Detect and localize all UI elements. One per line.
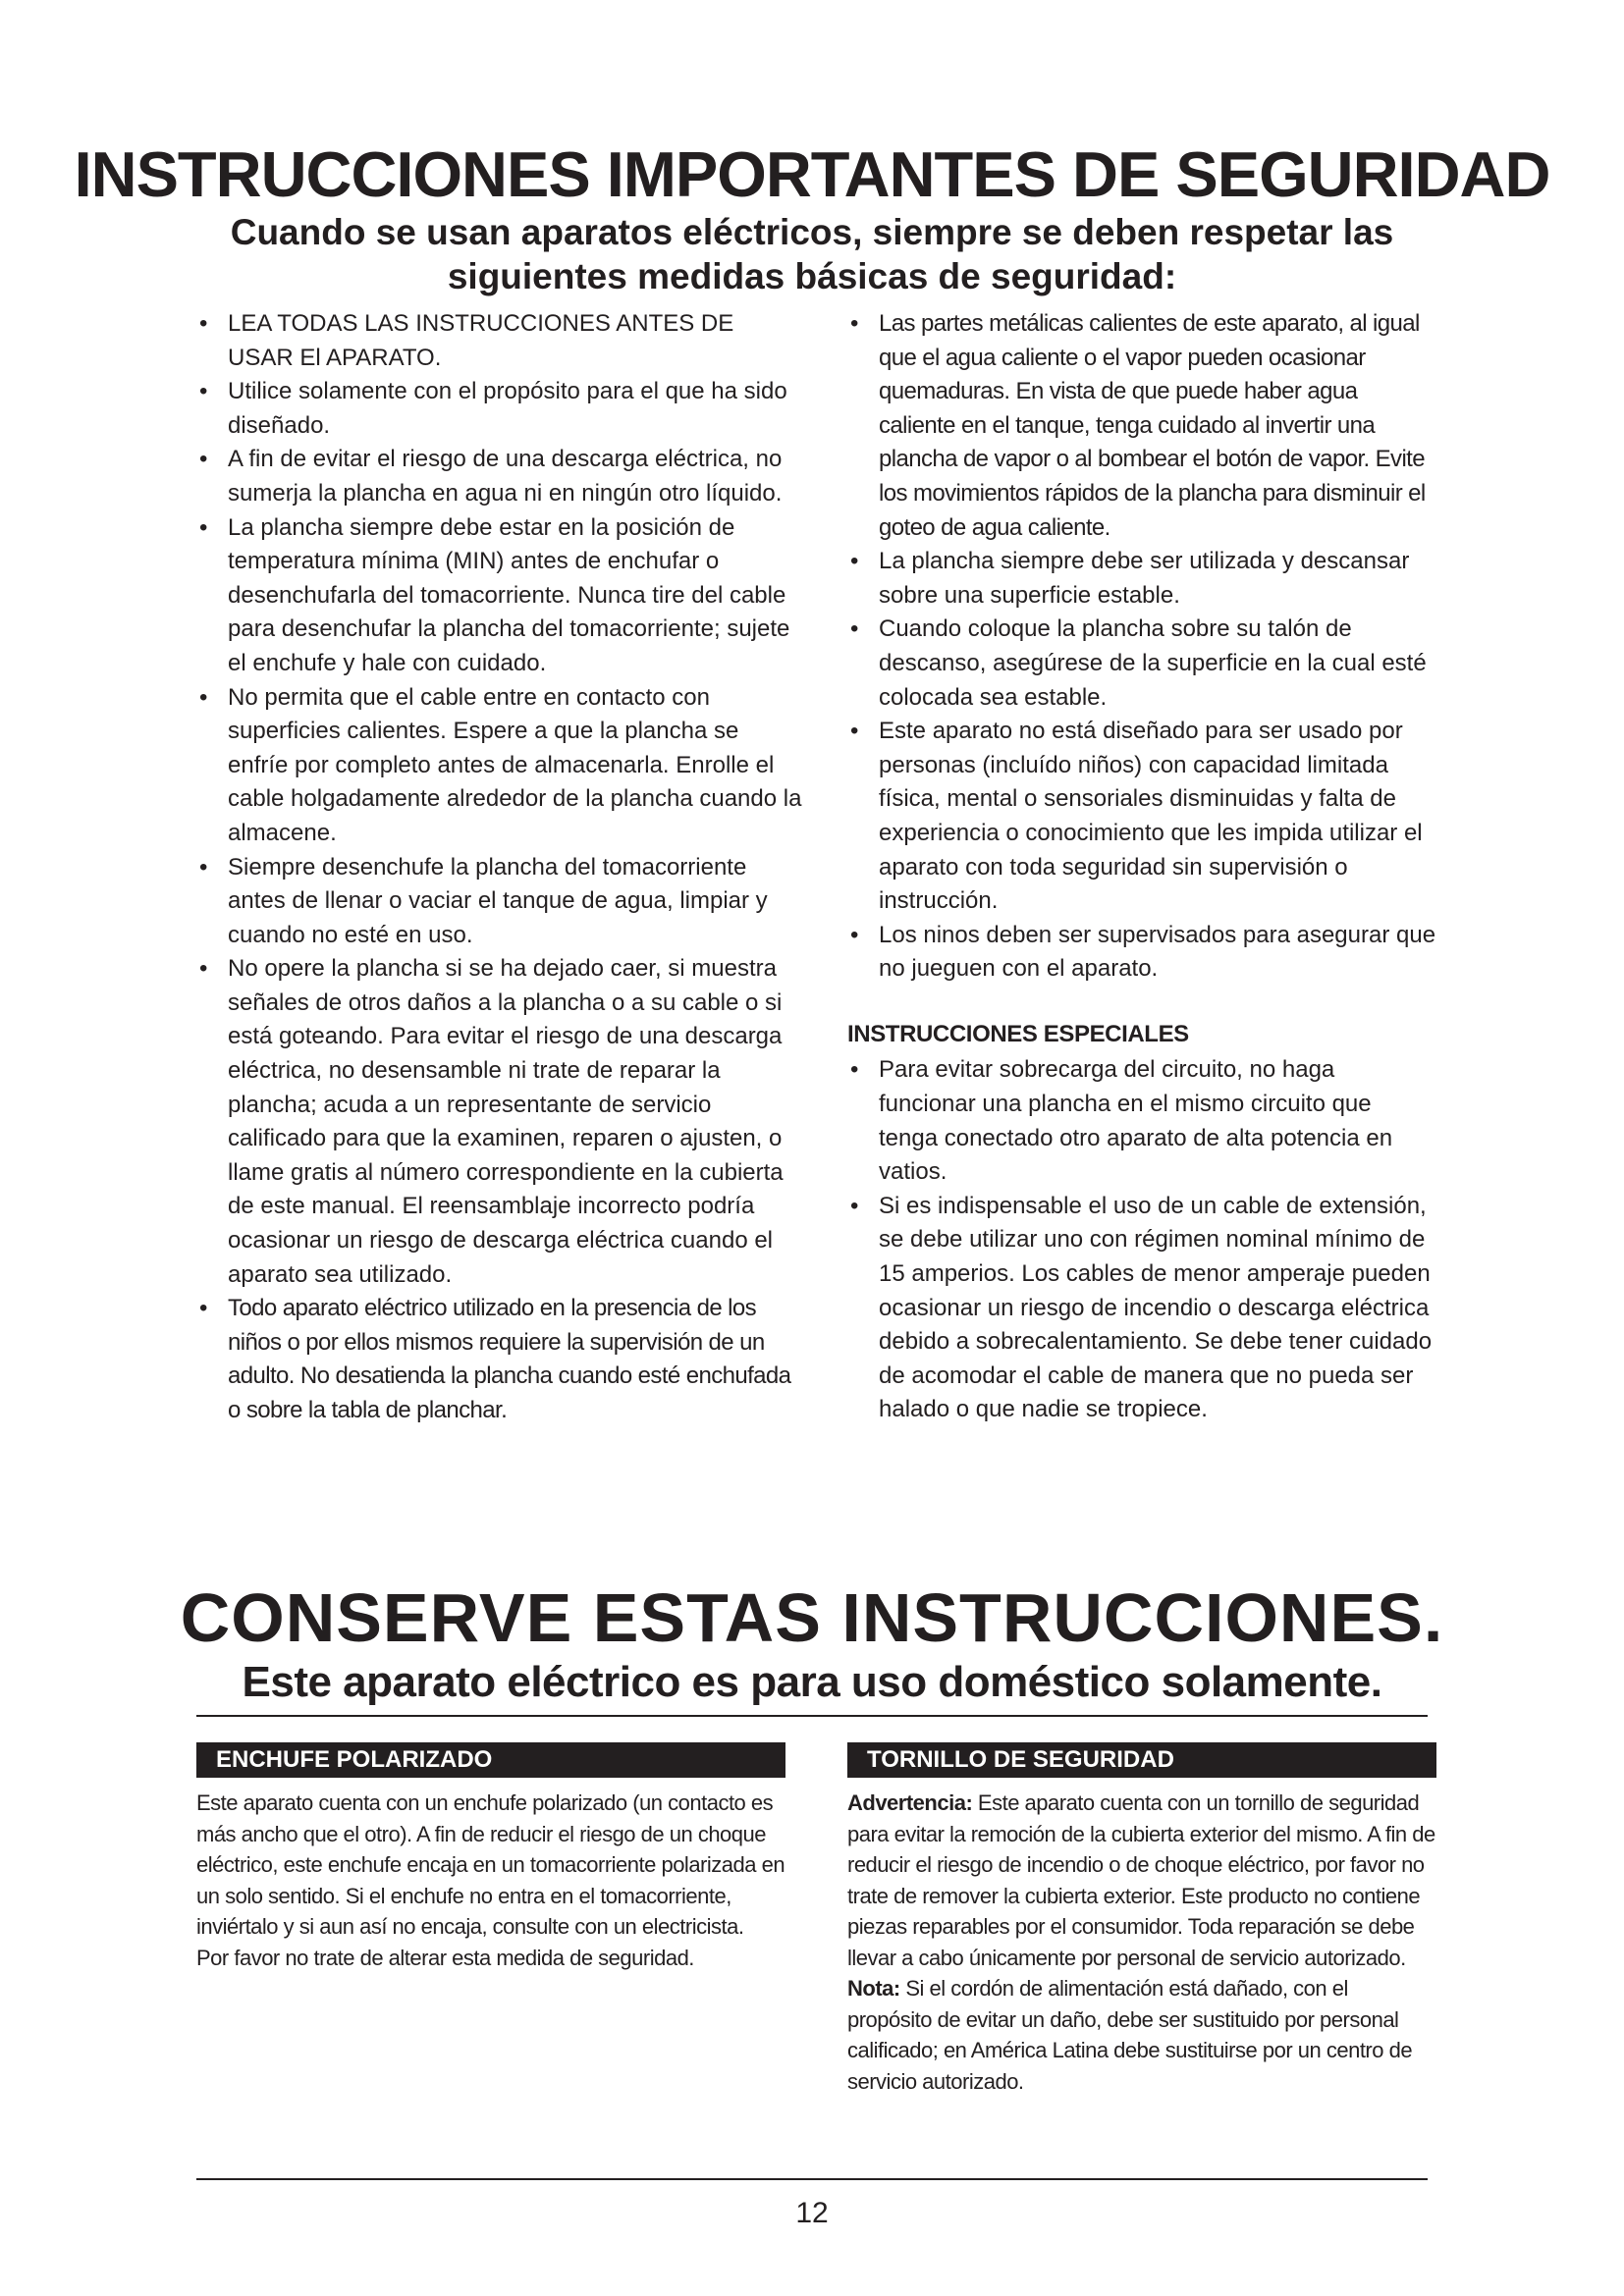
warning-paragraph [847,1788,1436,1973]
note-text: Si el cordón de alimentación está dañado, con el propósito de evitar un daño, debe ser sustituido por personal calificado; en América Latina debe sustituirse por un centro de servicio autorizado. [847,1976,1413,2094]
polarized-plug-text: Este aparato cuenta con un enchufe polarizado (un contacto es más ancho que el otro). A fin de reducir el riesgo de un choque eléctrico, este enchufe encaja en un tomacorriente polarizada en un solo sentido. Si el enchufe no entra en el tomacorriente, inviértalo y si aun así no encaja, consulte con un electricista. [196,1790,785,1939]
page-title: INSTRUCCIONES IMPORTANTES DE SEGURIDAD [74,138,1550,210]
warning-text: Este aparato cuenta con un tornillo de seguridad para evitar la remoción de la cubierta exterior del mismo. A fin de reducir el riesgo de incendio o de choque eléctrico, por favor no trate de remover la cubierta exterior. Este producto no contiene piezas reparables por el consumidor. Toda reparación se debe llevar a cabo únicamente por personal de servicio autorizado. [847,1790,1435,1970]
list-item: • Este aparato no está diseñado para ser usado por personas (incluído niños) con capacidad limitada física, mental o sensoriales disminuidas y falta de experiencia o conocimiento que les impida utilizar el aparato con toda seguridad sin supervisión o instrucción. [847,715,1436,919]
list-item: • La plancha siempre debe estar en la posición de temperatura mínima (MIN) antes de enchufar o desenchufarla del tomacorriente. Nunca tire del cable para desenchufar la plancha del tomacorriente; sujete el enchufe y hale con cuidado. [196,511,805,681]
list-item: • A fin de evitar el riesgo de una descarga eléctrica, no sumerja la plancha en agua ni en ningún otro líquido. [196,443,805,510]
left-column [196,307,805,1428]
list-item: • Si es indispensable el uso de un cable de extensión, se debe utilizar uno con régimen nominal mínimo de 15 amperios. Los cables de menor amperaje pueden ocasionar un riesgo de incendio o descarga eléctrica debido a sobrecalentamiento. Se debe tener cuidado de acomodar el cable de manera que no pueda ser halado o que nadie se tropiece. [847,1190,1436,1427]
safety-screw-section [847,1742,1436,2097]
list-item: • LEA TODAS LAS INSTRUCCIONES ANTES DE USAR El APARATO. [196,307,805,375]
list-item: • Para evitar sobrecarga del circuito, no haga funcionar una plancha en el mismo circuito que tenga conectado otro aparato de alta potencia en vatios. [847,1053,1436,1189]
polarized-plug-text-2: Por favor no trate de alterar esta medida de seguridad. [196,1945,694,1970]
footer-divider [196,2178,1428,2180]
list-item: • Cuando coloque la plancha sobre su talón de descanso, asegúrese de la superficie en la cual esté colocada sea estable. [847,613,1436,715]
special-instructions-heading: INSTRUCCIONES ESPECIALES [847,1020,1189,1047]
safety-screw-heading: TORNILLO DE SEGURIDAD [847,1742,1436,1778]
list-item: • Todo aparato eléctrico utilizado en la presencia de los niños o por ellos mismos requiere la supervisión de un adulto. No desatienda la plancha cuando esté enchufada o sobre la tabla de planchar. [196,1292,805,1427]
page-number: 12 [795,2197,829,2229]
list-item: • No permita que el cable entre en contacto con superficies calientes. Espere a que la plancha se enfríe por completo antes de almacenarla. Enrolle el cable holgadamente alrededor de la plancha cuando la almacene. [196,681,805,851]
warning-label: Advertencia: [847,1790,973,1815]
polarized-plug-section [196,1742,785,1973]
list-item: • La plancha siempre debe ser utilizada y descansar sobre una superficie estable. [847,545,1436,613]
list-item: • No opere la plancha si se ha dejado caer, si muestra señales de otros daños a la plancha o a su cable o si está goteando. Para evitar el riesgo de una descarga eléctrica, no desensamble ni trate de reparar la plancha; acuda a un representante de servicio calificado para que la examinen, reparen o ajusten, o llame gratis al número correspondiente en la cubierta de este manual. El reensamblaje incorrecto podría ocasionar un riesgo de descarga eléctrica cuando el aparato sea utilizado. [196,952,805,1292]
list-item: • Utilice solamente con el propósito para el que ha sido diseñado. [196,375,805,443]
safety-list-right [847,307,1436,987]
divider [196,1715,1428,1717]
note-paragraph [847,1973,1436,2097]
note-label: Nota: [847,1976,900,2001]
right-column [847,307,1436,1427]
page-subtitle: Cuando se usan aparatos eléctricos, siempre se deben respetar las siguientes medidas básicas de seguridad: [230,212,1394,296]
special-instructions-list [847,1053,1436,1427]
conserve-heading: CONSERVE ESTAS INSTRUCCIONES. [180,1579,1444,1656]
list-item: • Siempre desenchufe la plancha del tomacorriente antes de llenar o vaciar el tanque de agua, limpiar y cuando no esté en uso. [196,851,805,953]
domestic-use-heading: Este aparato eléctrico es para uso doméstico solamente. [242,1658,1382,1706]
polarized-plug-heading: ENCHUFE POLARIZADO [196,1742,785,1778]
list-item: • Los ninos deben ser supervisados para asegurar que no jueguen con el aparato. [847,919,1436,987]
list-item: • Las partes metálicas calientes de este aparato, al igual que el agua caliente o el vapor pueden ocasionar quemaduras. En vista de que puede haber agua caliente en el tanque, tenga cuidado al invertir una plancha de vapor o al bombear el botón de vapor. Evite los movimientos rápidos de la plancha para disminuir el goteo de agua caliente. [847,307,1436,545]
safety-list-left [196,307,805,1428]
